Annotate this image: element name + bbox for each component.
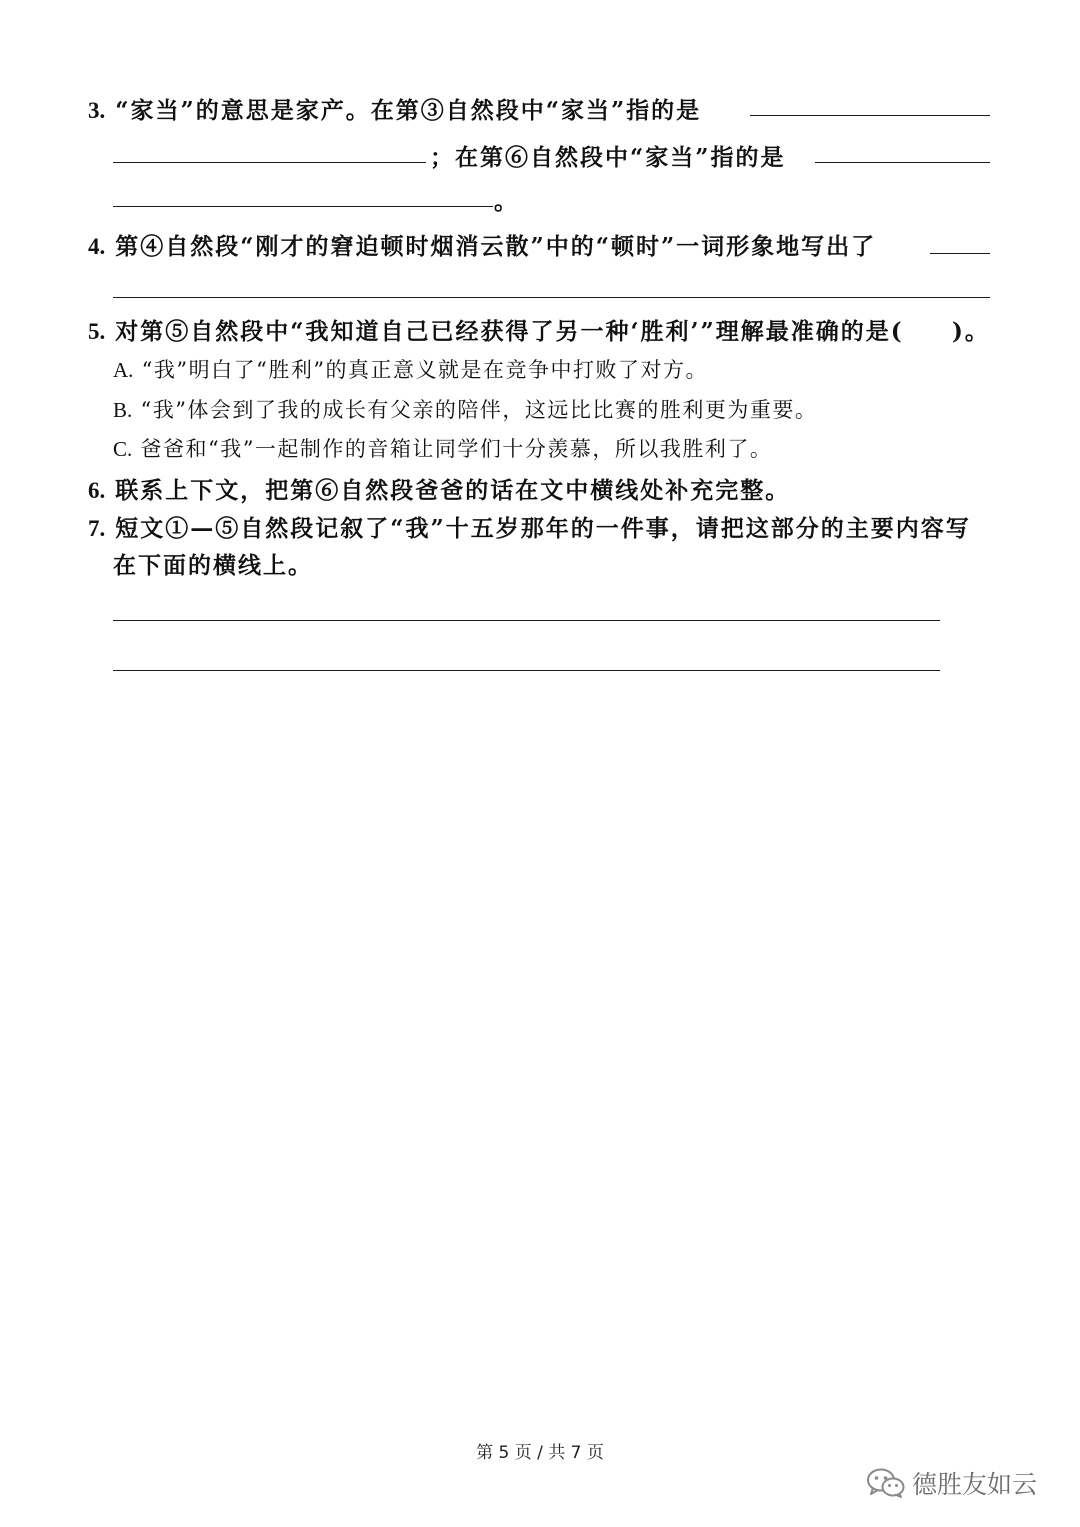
question-5-option-c (113, 433, 772, 463)
question-3-line-1 (88, 92, 701, 125)
option-b-label: B. (113, 398, 133, 422)
question-4-answer-blank-2[interactable] (113, 297, 990, 298)
option-b-text: “我”体会到了我的成长有父亲的陪伴，这远比比赛的胜利更为重要。 (140, 398, 818, 422)
question-3-answer-blank-1[interactable] (750, 115, 990, 116)
question-5-text: 对第⑤自然段中“我知道自己已经获得了另一种‘胜利’”理解最准确的是( (115, 318, 904, 345)
question-5-answer-paren[interactable] (952, 313, 990, 346)
question-5-line (88, 313, 904, 346)
question-6-line (88, 472, 790, 505)
question-3-line-2 (430, 139, 785, 172)
question-3-answer-blank-2[interactable] (113, 162, 426, 163)
question-4-text: 第④自然段“刚才的窘迫顿时烟消云散”中的“顿时”一词形象地写出了 (115, 233, 877, 260)
question-4-answer-blank-1[interactable] (930, 253, 990, 254)
option-c-text: 爸爸和“我”一起制作的音箱让同学们十分羡慕，所以我胜利了。 (140, 437, 773, 461)
watermark-text: 德胜友如云 (912, 1470, 1038, 1499)
page-footer (0, 1438, 1080, 1463)
question-7-answer-line-2[interactable] (113, 670, 940, 671)
option-a-text: “我”明白了“胜利”的真正意义就是在竞争中打败了对方。 (141, 358, 709, 382)
question-7-text-line2: 在下面的横线上。 (113, 552, 313, 579)
option-a-label: A. (113, 358, 134, 382)
question-5-option-a (113, 354, 708, 384)
question-7-line-1 (88, 510, 971, 543)
question-4-number: 4. (88, 234, 106, 259)
question-5-option-b (113, 394, 817, 424)
page-number: 第 5 页 / 共 7 页 (476, 1443, 604, 1463)
question-5-paren-close: )。 (952, 318, 990, 345)
option-c-label: C. (113, 437, 133, 461)
question-7-text-line1: 短文①—⑤自然段记叙了“我”十五岁那年的一件事，请把这部分的主要内容写 (115, 515, 971, 542)
question-3-text-part1: “家当”的意思是家产。在第③自然段中“家当”指的是 (115, 97, 702, 124)
question-3-end-text: 。 (494, 188, 519, 215)
question-7-answer-line-1[interactable] (113, 620, 940, 621)
question-6-text: 联系上下文，把第⑥自然段爸爸的话在文中横线处补充完整。 (115, 477, 791, 504)
wechat-icon (866, 1467, 906, 1499)
question-3-number: 3. (88, 98, 106, 123)
question-5-number: 5. (88, 319, 106, 344)
question-3-end-mark (494, 183, 519, 216)
question-7-number: 7. (88, 516, 106, 541)
question-3-answer-blank-3[interactable] (815, 162, 990, 163)
question-4-line (88, 228, 876, 261)
question-6-number: 6. (88, 478, 106, 503)
question-3-answer-blank-4[interactable] (113, 206, 493, 207)
question-7-line-2 (113, 547, 313, 580)
question-3-text-part2: ；在第⑥自然段中“家当”指的是 (430, 144, 786, 171)
watermark (866, 1465, 1037, 1501)
